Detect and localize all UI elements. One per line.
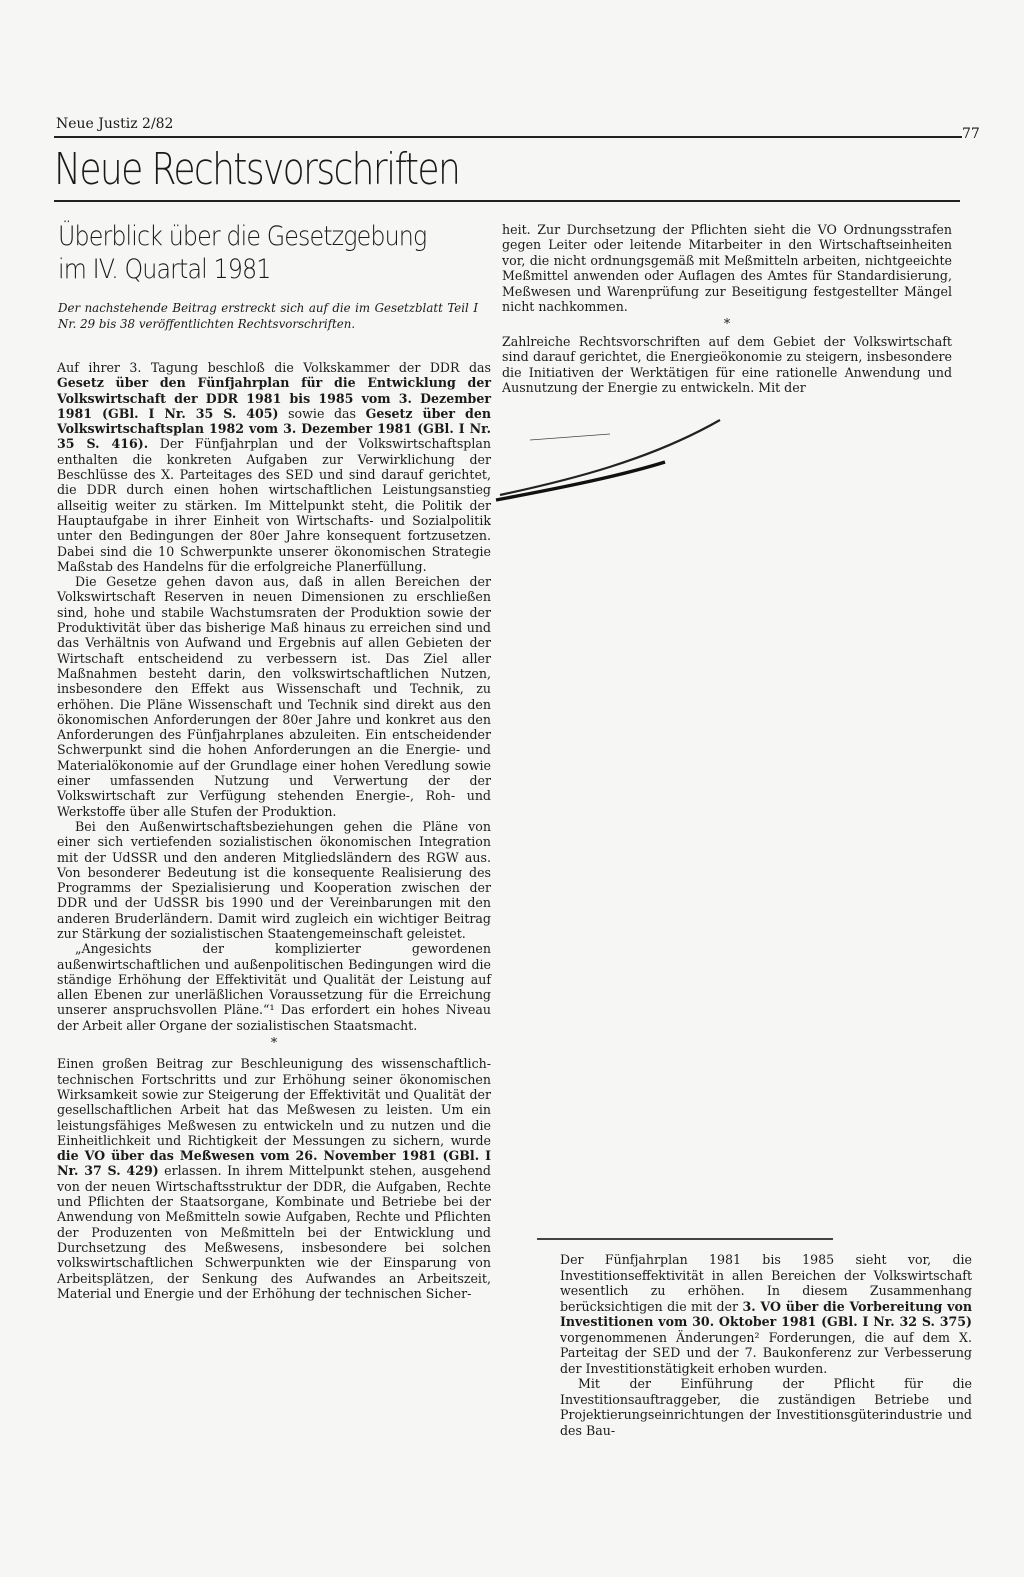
text-run: Einen großen Beitrag zur Beschleunigung des wissenschaftlich-technischen Fortschritts und zur Erhöhung seiner ökonomischen Wirksamkeit sowie zur Steigerung der Effektivität und Qualität der gesellschaftlichen Arbeit hat das Meßwesen zu leisten. Um ein leistungsfähiges Meßwesen zu entwickeln und zu nutzen und die Einheitlichkeit und Richtigkeit der Messungen zu sichern, wurde [57,1056,491,1148]
article-title-line2: im IV. Quartal 1981 [58,254,271,285]
section-rule [54,200,960,202]
right-column-top [502,222,952,395]
paragraph-5 [57,1056,491,1301]
paragraph-4: „Angesichts der komplizierter gewordenen außenwirtschaftlichen und außenpolitischen Bedingungen wird die ständige Erhöhung der Effektivität und Qualität der Leistung auf allen Ebenen zur unerläßlichen Voraussetzung für die Erreichung unserer anspruchsvollen Pläne.“¹ Das erfordert ein hohes Niveau der Arbeit aller Organe der sozialistischen Staatsmacht. [57,941,491,1033]
right-paragraph-1: heit. Zur Durchsetzung der Pflichten sieht die VO Ordnungsstrafen gegen Leiter oder leitende Mitarbeiter in den Wirtschaftseinheiten vor, die nicht ordnungsgemäß mit Meßmitteln arbeiten, nichtgeeichte Meßmittel anwenden oder Auflagen des Amtes für Standardisierung, Meßwesen und Warenprüfung zur Beseitigung festgestellter Mängel nicht nachkommen. [502,222,952,315]
paragraph-1 [57,360,491,574]
lead-paragraph: Der nachstehende Beitrag erstreckt sich auf die im Gesetzblatt Teil I Nr. 29 bis 38 veröffentlichten Rechtsvorschriften. [58,301,478,331]
citation-investment-ordinance: 3. VO über die Vorbereitung von Investitionen vom 30. Oktober 1981 (GBl. I Nr. 32 S. 375) [560,1298,972,1329]
right-paragraph-4: Mit der Einführung der Pflicht für die Investitionsauftraggeber, die zuständigen Betriebe und Projektierungseinrichtungen der Investitionsgüterindustrie und des Bau- [560,1376,972,1438]
right-column-rule [537,1238,833,1240]
page-number: 77 [962,126,980,142]
citation-economic-plan-law: Gesetz über den Volkswirtschaftsplan 1982 vom 3. Dezember 1981 (GBl. I Nr. 35 S. 416). [57,405,491,452]
text-run: vorgenommenen Änderungen² Forderungen, die auf dem X. Parteitag der SED und der 7. Baukonferenz zur Verbesserung der Investitionstätigkeit erhoben wurden. [560,1329,972,1376]
section-title: Neue Rechtsvorschriften [54,144,460,195]
pen-scratch-mark [490,400,790,510]
citation-measurement-ordinance: die VO über das Meßwesen vom 26. November 1981 (GBl. I Nr. 37 S. 429) [57,1148,491,1179]
right-paragraph-3 [560,1252,972,1376]
paragraph-3: Bei den Außenwirtschaftsbeziehungen gehen die Pläne von einer sich vertiefenden sozialistischen ökonomischen Integration mit der UdSSR und den anderen Mitgliedsländern des RGW aus. Von besonderer Bedeutung ist die konsequente Realisierung des Programms der Spezialisierung und Kooperation zwischen der DDR und der UdSSR bis 1990 und der Vereinbarungen mit den anderen Bruderländern. Damit wird zugleich ein wichtiger Beitrag zur Stärkung der sozialistischen Staatengemeinschaft geleistet. [57,818,491,941]
text-run: sowie das [278,405,366,421]
section-separator: * [270,1035,278,1051]
section-separator: * [723,316,731,332]
text-run: Auf ihrer 3. Tagung beschloß die Volkskammer der DDR das [57,360,491,375]
text-run: erlassen. In ihrem Mittelpunkt stehen, ausgehend von der neuen Wirtschaftsstruktur der DDR, die Aufgaben, Rechte und Pflichten der Staatsorgane, Kombinate und Betriebe bei der Anwendung von Meßmitteln sowie Aufgaben, Rechte und Pflichten der Produzenten von Meßmitteln bei der Entwicklung und Durchsetzung des Meßwesens, insbesondere bei solchen volkswirtschaftlichen Schwerpunkten wie der Einsparung von Arbeitsplätzen, der Senkung des Aufwandes an Arbeitszeit, Material und Energie und der Erhöhung der technischen Sicher- [57,1163,491,1301]
article-title [58,220,463,286]
article-title-line1: Überblick über die Gesetzgebung [58,221,427,252]
paragraph-2: Die Gesetze gehen davon aus, daß in allen Bereichen der Volkswirtschaft Reserven in neuen Dimensionen zu erschließen sind, hohe und stabile Wachstumsraten der Produktion sowie der Produktivität über das bisherige Maß hinaus zu erreichen sind und das Verhältnis von Aufwand und Ergebnis auf allen Gebieten der Wirtschaft entscheidend zu verbessern ist. Das Ziel aller Maßnahmen besteht darin, den volkswirtschaftlichen Nutzen, insbesondere den Effekt aus Wissenschaft und Technik, zu erhöhen. Die Pläne Wissenschaft und Technik sind direkt aus den ökonomischen Anforderungen der 80er Jahre und konkret aus den Anforderungen des Fünfjahrplanes abzuleiten. Ein entscheidender Schwerpunkt sind die hohen Anforderungen an die Energie- und Materialökonomie auf der Grundlage einer hohen Veredlung sowie einer umfassenden Nutzung und Verwertung der der Volkswirtschaft zur Verfügung stehenden Energie-, Roh- und Werkstoffe über alle Stufen der Produktion. [57,574,491,819]
right-paragraph-2: Zahlreiche Rechtsvorschriften auf dem Gebiet der Volkswirtschaft sind darauf gerichtet, die Energieökonomie zu steigern, insbesondere die Initiativen der Werktätigen für eine rationelle Anwendung und Ausnutzung der Energie zu entwickeln. Mit der [502,333,952,396]
text-run: Der Fünfjahrplan und der Volkswirtschaftsplan enthalten die konkreten Aufgaben zur Verwirklichung der Beschlüsse des X. Parteitages des SED und sind darauf gerichtet, die DDR durch einen hohen wirtschaftlichen Leistungsanstieg allseitig weiter zu stärken. Im Mittelpunkt steht, die Politik der Hauptaufgabe in ihrer Einheit von Wirtschafts- und Sozialpolitik unter den Bedingungen der 80er Jahre konsequent fortzusetzen. Dabei sind die 10 Schwerpunkte unserer ökonomischen Strategie Maßstab des Handelns für die erfolgreiche Planerfüllung. [57,436,491,574]
citation-five-year-plan-law: Gesetz über den Fünfjahrplan für die Entwicklung der Volkswirtschaft der DDR 1981 bis 1985 vom 3. Dezember 1981 (GBl. I Nr. 35 S. 405) [57,375,491,421]
journal-issue: Neue Justiz 2/82 [56,116,174,132]
right-column-bottom [560,1252,972,1438]
header-rule [54,136,962,138]
text-run: Der Fünfjahrplan 1981 bis 1985 sieht vor, die Investitionseffektivität in allen Bereichen der Volkswirtschaft wesentlich zu erhöhen. In diesem Zusammenhang berücksichtigen die mit der [560,1252,972,1314]
left-column [57,360,491,1301]
